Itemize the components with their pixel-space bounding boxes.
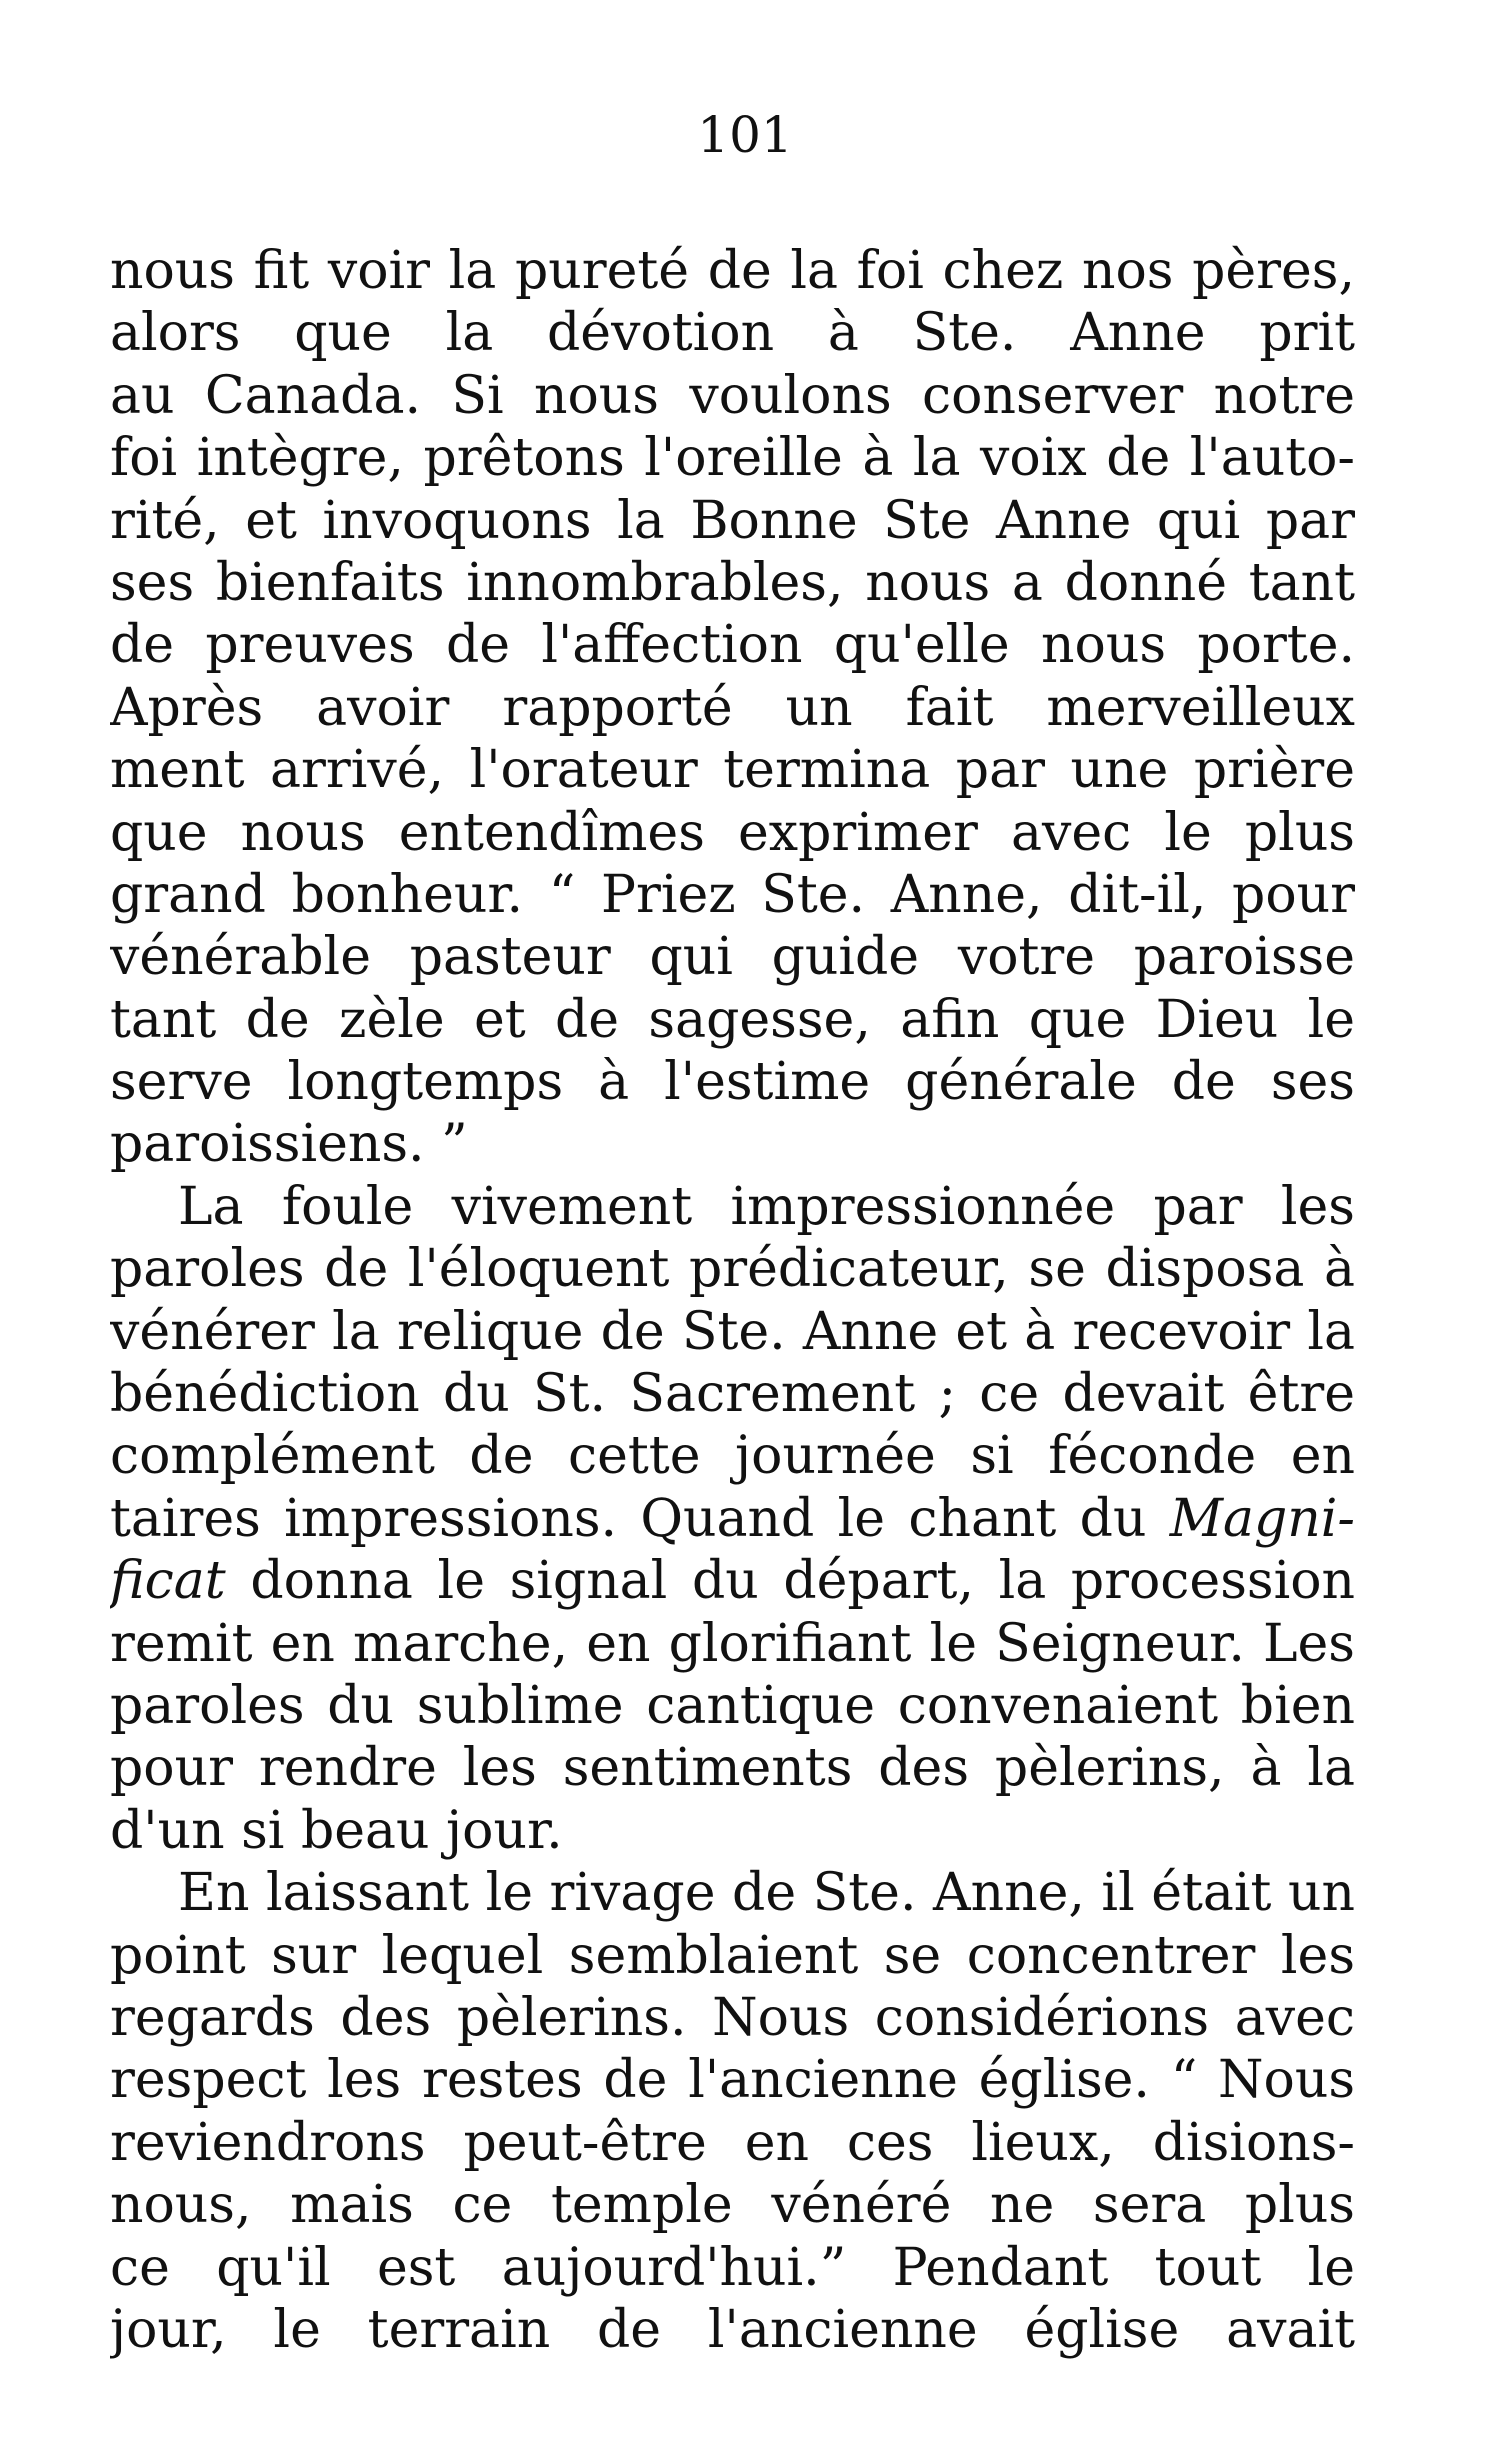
italic-word: ficat — [110, 1551, 226, 1612]
text-line: d'un si beau jour. — [110, 1800, 563, 1861]
text-line: remit en marche, en glorifiant le Seigneur. Les — [110, 1613, 1355, 1674]
text-line: En laissant le rivage de Ste. Anne, il était un — [178, 1863, 1355, 1924]
text-line: complément de cette journée si féconde en — [110, 1426, 1355, 1487]
text-line: grand bonheur. “ Priez Ste. Anne, dit-il, pour — [110, 864, 1355, 925]
text-line: vénérer la relique de Ste. Anne et à recevoir la — [110, 1301, 1355, 1362]
text-line: pour rendre les sentiments des pèlerins, à la — [110, 1738, 1355, 1799]
text-line: La foule vivement impressionnée par les — [178, 1176, 1355, 1237]
text-line: paroissiens. ” — [110, 1114, 468, 1175]
text-line: Après avoir rapporté un fait merveilleux — [110, 677, 1355, 738]
text-line: bénédiction du St. Sacrement ; ce devait être — [110, 1364, 1355, 1425]
text-line: foi intègre, prêtons l'oreille à la voix de l'auto- — [110, 428, 1355, 489]
text-line: ce qu'il est aujourd'hui.” Pendant tout le — [110, 2237, 1355, 2298]
italic-word: Magni- — [1169, 1488, 1355, 1549]
text-line: jour, le terrain de l'ancienne église avait — [110, 2299, 1355, 2360]
text-line: ficat donna le signal du départ, la procession — [110, 1551, 1355, 1612]
text-line: paroles du sublime cantique convenaient bien — [110, 1675, 1355, 1736]
text-line: nous fit voir la pureté de la foi chez nos pères, — [110, 241, 1355, 301]
text-line: regards des pèlerins. Nous considérions avec — [110, 1987, 1355, 2048]
text-line: vénérable pasteur qui guide votre paroisse — [110, 927, 1355, 988]
text-line: reviendrons peut-être en ces lieux, disions- — [110, 2112, 1355, 2173]
text-line: serve longtemps à l'estime générale de ses — [110, 1052, 1355, 1113]
text-line: ses bienfaits innombrables, nous a donné tant — [110, 552, 1355, 613]
text-line: point sur lequel semblaient se concentrer les — [110, 1925, 1355, 1986]
text-line: au Canada. Si nous voulons conserver notre — [110, 365, 1355, 426]
text-line: que nous entendîmes exprimer avec le plus — [110, 802, 1355, 863]
page-number: 101 — [697, 106, 793, 164]
page-body-text — [110, 240, 1355, 2361]
text-line: respect les restes de l'ancienne église. “ Nous — [110, 2050, 1355, 2111]
text-line: paroles de l'éloquent prédicateur, se disposa à — [110, 1239, 1355, 1300]
text-line: alors que la dévotion à Ste. Anne prit — [110, 303, 1355, 364]
text-line: rité, et invoquons la Bonne Ste Anne qui par — [110, 490, 1355, 551]
text-line: nous, mais ce temple vénéré ne sera plus — [110, 2175, 1355, 2236]
text-line: de preuves de l'affection qu'elle nous porte. — [110, 615, 1355, 676]
text-line: taires impressions. Quand le chant du Magni- — [110, 1488, 1355, 1549]
text-line: ment arrivé, l'orateur termina par une prière — [110, 740, 1355, 801]
text-line: tant de zèle et de sagesse, afin que Dieu le — [110, 989, 1355, 1050]
